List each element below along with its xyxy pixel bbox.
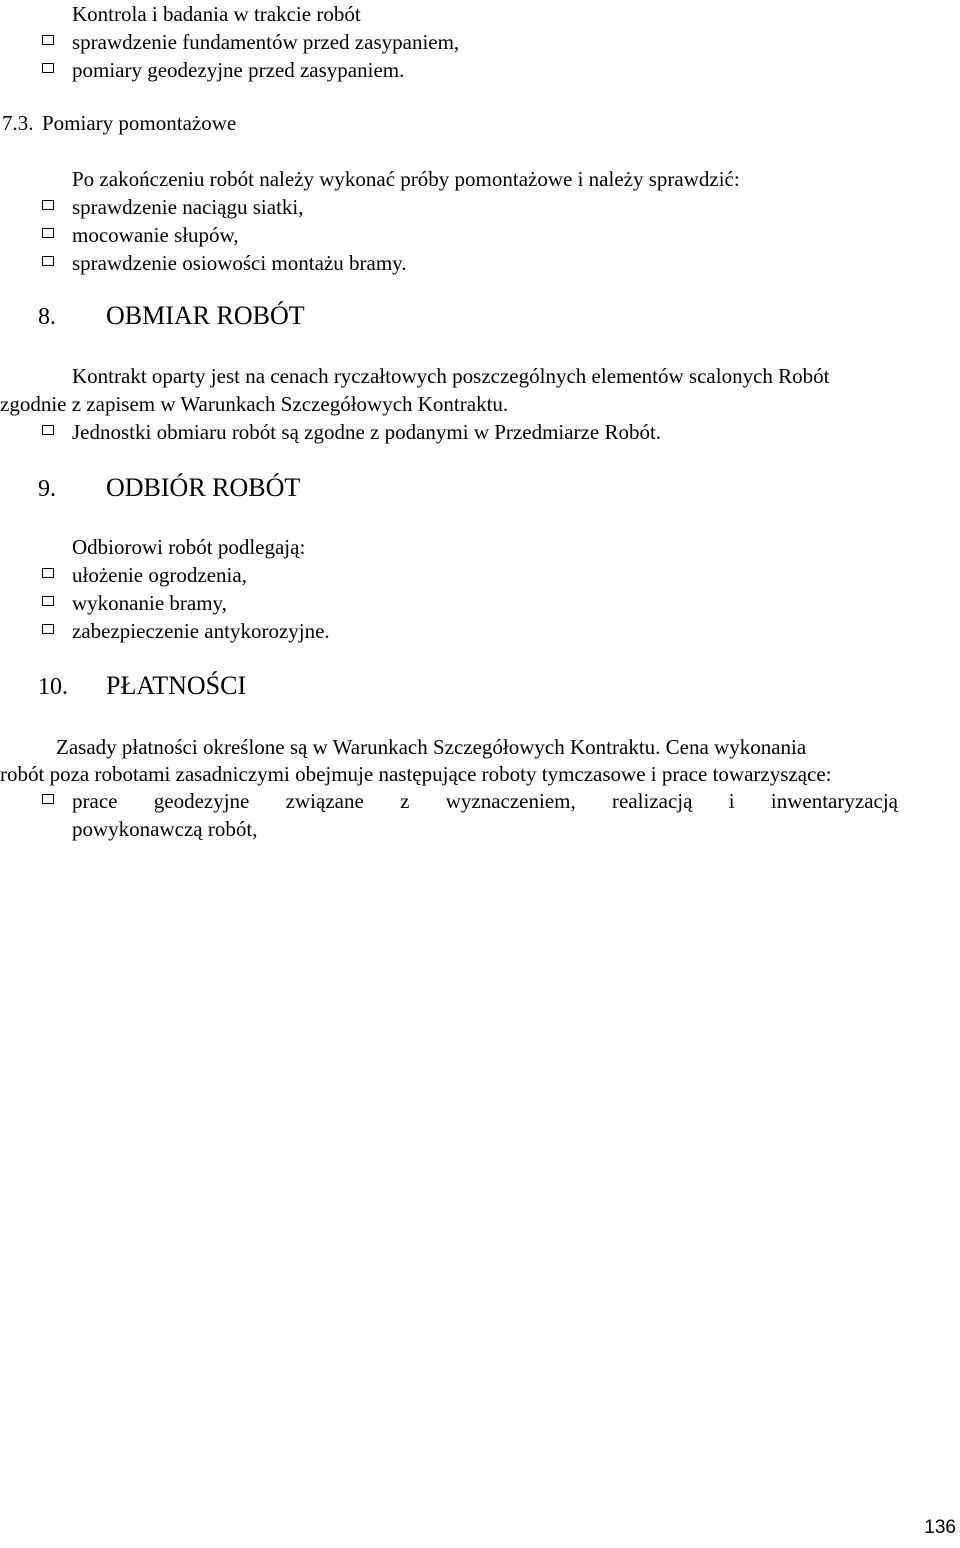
list-item-text: sprawdzenie fundamentów przed zasypaniem, xyxy=(72,30,460,54)
checkbox-bullet-icon xyxy=(42,425,54,435)
checkbox-bullet-icon xyxy=(42,35,54,45)
checkbox-bullet-icon xyxy=(42,228,54,238)
list-item xyxy=(0,561,960,589)
list-item-text: sprawdzenie osiowości montażu bramy. xyxy=(72,251,407,275)
list-item-text: sprawdzenie naciągu siatki, xyxy=(72,195,304,219)
paragraph-line: robót poza robotami zasadniczymi obejmuje następujące roboty tymczasowe i prace towarzyszące: xyxy=(0,762,832,786)
page-number: 136 xyxy=(924,1517,956,1538)
list-item xyxy=(0,787,960,815)
section-title: ODBIÓR ROBÓT xyxy=(106,473,301,502)
section-intro: Odbiorowi robót podlegają: xyxy=(72,535,306,559)
section-title: OBMIAR ROBÓT xyxy=(106,301,305,330)
checkbox-bullet-icon xyxy=(42,596,54,606)
list-item-text: ułożenie ogrodzenia, xyxy=(72,563,247,587)
list-item-text: pomiary geodezyjne przed zasypaniem. xyxy=(72,58,405,82)
list-item xyxy=(0,589,960,617)
section-title: Pomiary pomontażowe xyxy=(42,111,237,135)
list-item xyxy=(0,221,960,249)
list-item-text: prace geodezyjne związane z wyznaczeniem, realizacją i inwentaryzacją xyxy=(72,789,898,813)
checkbox-bullet-icon xyxy=(42,200,54,210)
paragraph-line: Zasady płatności określone są w Warunkach Szczegółowych Kontraktu. Cena wykonania xyxy=(56,735,807,759)
section-number: 9. xyxy=(38,476,56,502)
section-title: PŁATNOŚCI xyxy=(106,671,247,700)
list-item-text: zabezpieczenie antykorozyjne. xyxy=(72,619,330,643)
checkbox-bullet-icon xyxy=(42,63,54,73)
list-item-text: Jednostki obmiaru robót są zgodne z podanymi w Przedmiarze Robót. xyxy=(72,420,662,444)
section-number: 10. xyxy=(38,674,68,700)
list-item xyxy=(0,249,960,277)
list-item xyxy=(0,56,960,84)
list-item-text: wykonanie bramy, xyxy=(72,591,227,615)
list-item xyxy=(0,617,960,645)
list-item-text-continuation: powykonawczą robót, xyxy=(72,817,258,841)
control-heading: Kontrola i badania w trakcie robót xyxy=(72,2,361,26)
list-item xyxy=(0,418,960,446)
list-item xyxy=(0,193,960,221)
section-number: 7.3. xyxy=(2,111,34,135)
paragraph-line: Kontrakt oparty jest na cenach ryczałtowych poszczególnych elementów scalonych Robót xyxy=(72,364,830,388)
list-item-text: mocowanie słupów, xyxy=(72,223,239,247)
section-intro: Po zakończeniu robót należy wykonać próby pomontażowe i należy sprawdzić: xyxy=(72,167,740,191)
checkbox-bullet-icon xyxy=(42,624,54,634)
checkbox-bullet-icon xyxy=(42,794,54,804)
list-item xyxy=(0,28,960,56)
paragraph-line: zgodnie z zapisem w Warunkach Szczegółowych Kontraktu. xyxy=(0,392,509,416)
checkbox-bullet-icon xyxy=(42,568,54,578)
section-number: 8. xyxy=(38,304,56,330)
checkbox-bullet-icon xyxy=(42,256,54,266)
